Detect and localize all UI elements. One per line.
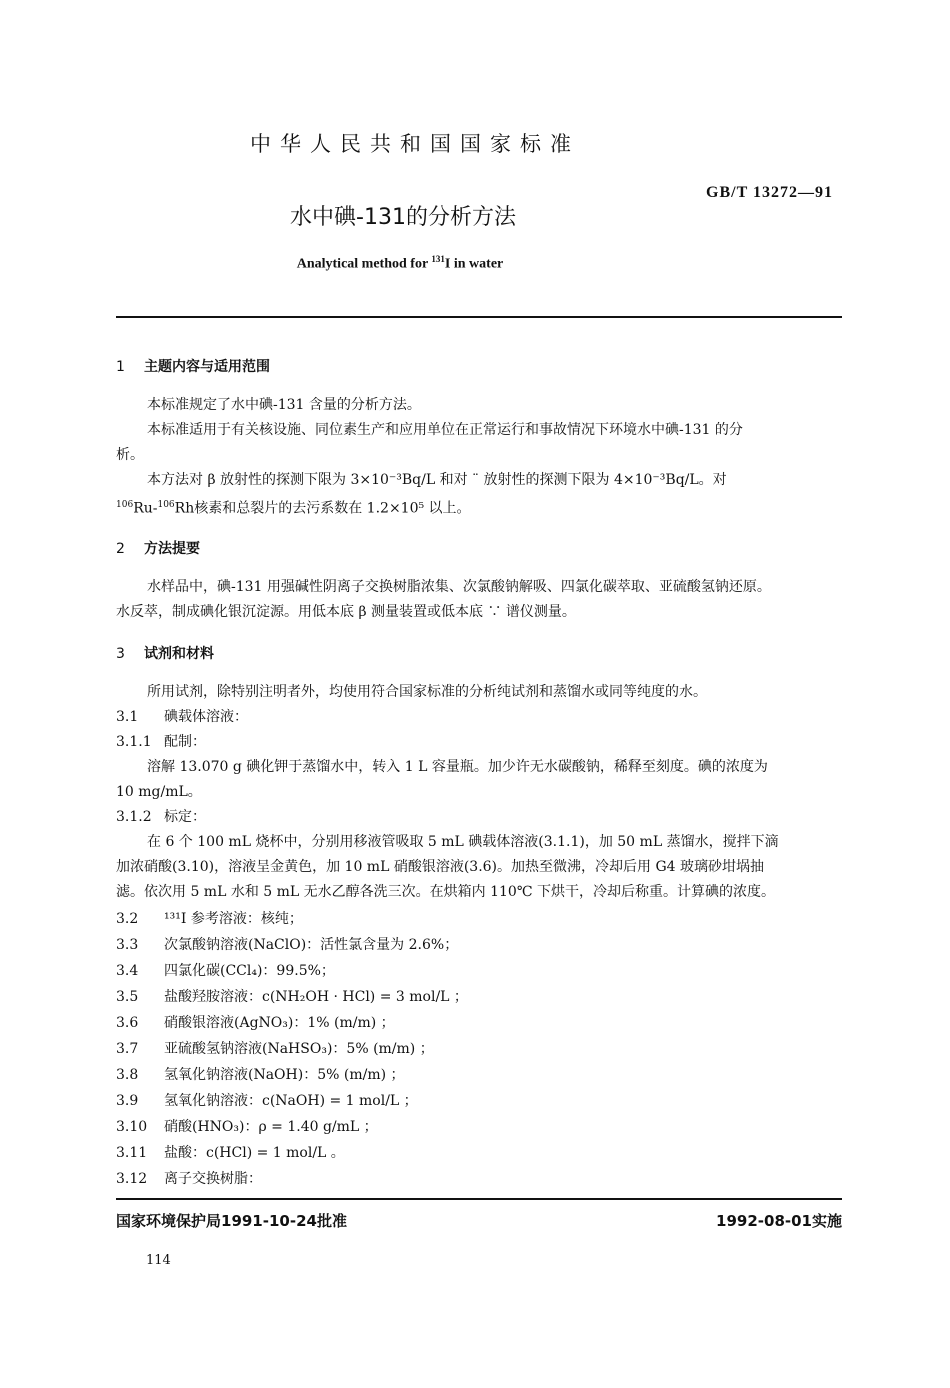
clause-number: 3.7 bbox=[116, 1041, 139, 1057]
paragraph-continuation: 10 mg/mL。 bbox=[116, 784, 202, 800]
clause-number: 3.1.1 bbox=[116, 734, 152, 750]
clause-text: 碘载体溶液： bbox=[164, 709, 248, 725]
paragraph: 本标准规定了水中碘-131 含量的分析方法。 bbox=[147, 397, 421, 413]
standard-code: GB/T 13272—91 bbox=[706, 184, 833, 201]
clause-item bbox=[116, 1144, 345, 1162]
national-standard-heading: 中华人民共和国国家标准 bbox=[250, 132, 580, 156]
clause-text: 次氯酸钠溶液(NaClO)：活性氯含量为 2.6%； bbox=[164, 937, 459, 953]
document-subtitle bbox=[0, 254, 800, 273]
clause-text: ¹³¹I 参考溶液：核纯； bbox=[164, 911, 303, 927]
clause-text: 四氯化碳(CCl₄)：99.5%； bbox=[164, 963, 335, 979]
subtitle-sup: 131 bbox=[431, 254, 445, 264]
footer-rule bbox=[116, 1198, 842, 1200]
clause-number: 3.10 bbox=[116, 1119, 148, 1135]
section-number: 3 bbox=[116, 646, 125, 662]
clause-item bbox=[116, 1014, 395, 1032]
isotope-sup: 106 bbox=[116, 500, 134, 510]
clause-text: 硝酸(HNO₃)：ρ = 1.40 g/mL ； bbox=[164, 1119, 378, 1135]
clause-text: 盐酸羟胺溶液：c(NH₂OH · HCl) = 3 mol/L ； bbox=[164, 989, 468, 1005]
clause-item bbox=[116, 1118, 378, 1136]
clause-text: 氢氧化钠溶液：c(NaOH) = 1 mol/L ； bbox=[164, 1093, 418, 1109]
text-run: Rh核素和总裂片的去污系数在 1.2×10⁵ 以上。 bbox=[174, 500, 471, 517]
clause-item bbox=[116, 936, 458, 954]
clause-3-1-1 bbox=[116, 733, 206, 751]
paragraph: 水样品中，碘-131 用强碱性阴离子交换树脂浓集、次氯酸钠解吸、四氯化碳萃取、亚硫酸氢钠还原。 bbox=[147, 579, 771, 595]
clause-3-1-2 bbox=[116, 808, 206, 826]
section-title: 主题内容与适用范围 bbox=[144, 359, 270, 375]
clause-text: 硝酸银溶液(AgNO₃)：1% (m/m) ； bbox=[164, 1015, 395, 1031]
paragraph-continuation: 析。 bbox=[116, 447, 144, 463]
section-3-heading bbox=[116, 643, 214, 663]
clause-text: 盐酸：c(HCl) = 1 mol/L 。 bbox=[164, 1145, 345, 1161]
section-title: 试剂和材料 bbox=[144, 646, 214, 662]
clause-number: 3.1 bbox=[116, 709, 139, 725]
header-rule bbox=[116, 316, 842, 318]
implementation-date: 1992-08-01实施 bbox=[716, 1212, 842, 1230]
clause-number: 3.11 bbox=[116, 1145, 148, 1161]
paragraph: 本方法对 β 放射性的探测下限为 3×10⁻³Bq/L 和对 ¨ 放射性的探测下限为 4×10⁻³Bq/L。对 bbox=[147, 472, 727, 488]
clause-number: 3.4 bbox=[116, 963, 139, 979]
paragraph: 所用试剂，除特别注明者外，均使用符合国家标准的分析纯试剂和蒸馏水或同等纯度的水。 bbox=[147, 684, 707, 700]
clause-text: 氢氧化钠溶液(NaOH)：5% (m/m) ； bbox=[164, 1067, 405, 1083]
clause-3-1 bbox=[116, 708, 248, 726]
paragraph-continuation bbox=[116, 496, 471, 518]
clause-number: 3.8 bbox=[116, 1067, 139, 1083]
clause-item bbox=[116, 910, 303, 928]
clause-text: 标定： bbox=[164, 809, 206, 825]
clause-item bbox=[116, 1170, 262, 1188]
paragraph: 溶解 13.070 g 碘化钾于蒸馏水中，转入 1 L 容量瓶。加少许无水碳酸钠，稀释至刻度。碘的浓度为 bbox=[147, 759, 768, 775]
text-run: Ru- bbox=[133, 500, 158, 517]
subtitle-pre: Analytical method for bbox=[296, 256, 432, 272]
approval-note: 国家环境保护局1991-10-24批准 bbox=[116, 1212, 347, 1230]
section-title: 方法提要 bbox=[144, 541, 200, 557]
clause-number: 3.1.2 bbox=[116, 809, 152, 825]
section-1-heading bbox=[116, 356, 270, 376]
section-2-heading bbox=[116, 538, 200, 558]
clause-item bbox=[116, 988, 468, 1006]
paragraph-continuation: 水反萃，制成碘化银沉淀源。用低本底 β 测量装置或低本底 ∵ 谱仪测量。 bbox=[116, 604, 576, 620]
paragraph: 在 6 个 100 mL 烧杯中，分别用移液管吸取 5 mL 碘载体溶液(3.1.1)，加 50 mL 蒸馏水，搅拌下滴 bbox=[147, 834, 779, 850]
clause-text: 配制： bbox=[164, 734, 206, 750]
clause-text: 离子交换树脂： bbox=[164, 1171, 262, 1187]
section-number: 2 bbox=[116, 541, 125, 557]
clause-number: 3.12 bbox=[116, 1171, 148, 1187]
clause-number: 3.2 bbox=[116, 911, 139, 927]
clause-item bbox=[116, 1092, 418, 1110]
clause-item bbox=[116, 1040, 434, 1058]
clause-item bbox=[116, 1066, 405, 1084]
clause-text: 亚硫酸氢钠溶液(NaHSO₃)：5% (m/m) ； bbox=[164, 1041, 434, 1057]
clause-item bbox=[116, 962, 335, 980]
paragraph-continuation: 滤。依次用 5 mL 水和 5 mL 无水乙醇各洗三次。在烘箱内 110℃ 下烘干，冷却后称重。计算碘的浓度。 bbox=[116, 884, 775, 900]
paragraph: 本标准适用于有关核设施、同位素生产和应用单位在正常运行和事故情况下环境水中碘-131 的分 bbox=[147, 422, 743, 438]
clause-number: 3.3 bbox=[116, 937, 139, 953]
isotope-sup: 106 bbox=[157, 500, 175, 510]
clause-number: 3.5 bbox=[116, 989, 139, 1005]
section-number: 1 bbox=[116, 359, 125, 375]
paragraph-continuation: 加浓硝酸(3.10)，溶液呈金黄色，加 10 mL 硝酸银溶液(3.6)。加热至微沸，冷却后用 G4 玻璃砂坩埚抽 bbox=[116, 859, 765, 875]
document-title: 水中碘-131的分析方法 bbox=[290, 205, 516, 230]
clause-number: 3.6 bbox=[116, 1015, 139, 1031]
clause-number: 3.9 bbox=[116, 1093, 139, 1109]
page-number: 114 bbox=[146, 1253, 171, 1268]
subtitle-post: I in water bbox=[444, 256, 504, 272]
